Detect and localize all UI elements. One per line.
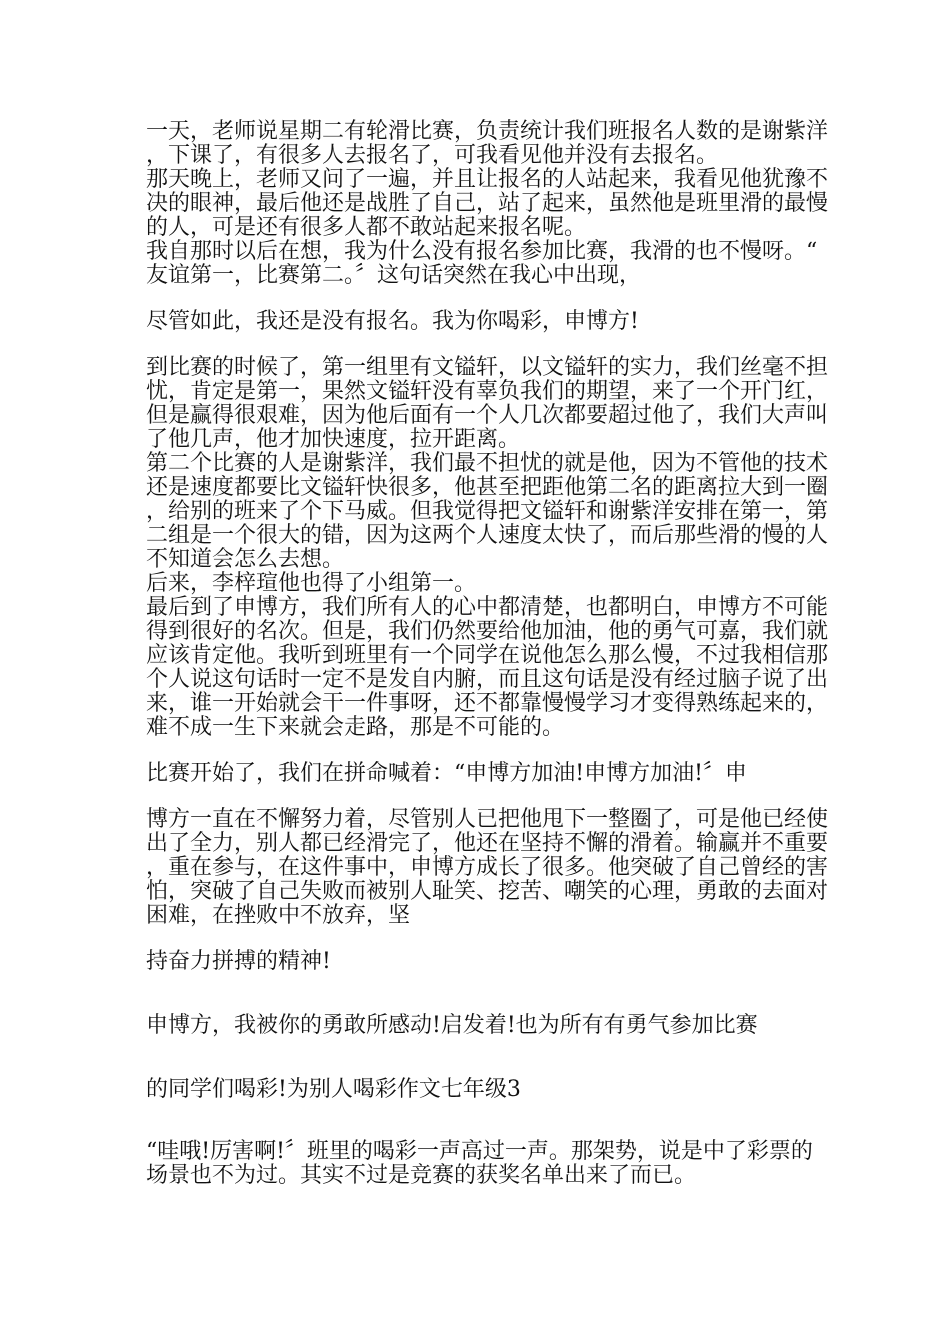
paragraph-10: 博方一直在不懈努力着，尽管别人已把他甩下一整圈了，可是他已经使出了全力，别人都已经滑完了，他还在坚持不懈的滑着。输赢并不重要，重在参与，在这件事中，申博方成长了很多。他突破了自己曾经的害怕，突破了自己失败而被别人耻笑、挖苦、嘲笑的心理，勇敢的去面对困难，在挫败中不放弃，坚 <box>146 807 829 928</box>
paragraph-5: 到比赛的时候了，第一组里有文镒轩，以文镒轩的实力，我们丝毫不担忧，肯定是第一，果然文镒轩没有辜负我们的期望，来了一个开门红，但是赢得很艰难，因为他后面有一个人几次都要超过他了，我们大声叫了他几声，他才加快速度，拉开距离。 <box>146 355 829 452</box>
paragraph-6: 第二个比赛的人是谢紫洋，我们最不担忧的就是他，因为不管他的技术还是速度都要比文镒轩快很多，他甚至把距他第二名的距离拉大到一圈，给别的班来了个下马威。但我觉得把文镒轩和谢紫洋安排在第一，第二组是一个很大的错，因为这两个人速度太快了，而后那些滑的慢的人不知道会怎么去想。 <box>146 451 829 572</box>
paragraph-9: 比赛开始了，我们在拼命喊着：“申博方加油!申博方加油!〞申 <box>146 761 747 786</box>
paragraph-8: 最后到了申博方，我们所有人的心中都清楚，也都明白，申博方不可能得到很好的名次。但是，我们仍然要给他加油，他的勇气可嘉，我们就应该肯定他。我听到班里有一个同学在说他怎么那么慢，不过我相信那个人说这句话时一定不是发自内腑，而且这句话是没有经过脑子说了出来，谁一开始就会干一件事呀，还不都靠慢慢学习才变得熟练起来的，难不成一生下来就会走路，那是不可能的。 <box>146 595 829 740</box>
document-body <box>146 120 830 1188</box>
paragraph-12: 申博方，我被你的勇敢所感动!启发着!也为所有有勇气参加比赛 <box>146 1013 758 1038</box>
paragraph-14: “哇哦!厉害啊!〞班里的喝彩一声高过一声。那架势，说是中了彩票的场景也不为过。其实不过是竞赛的获奖名单出来了而已。 <box>146 1139 813 1188</box>
paragraph-7: 后来，李梓瑄他也得了小组第一。 <box>146 571 477 596</box>
paragraph-11: 持奋力拼搏的精神! <box>146 949 331 974</box>
paragraph-2: 那天晚上，老师又问了一遍，并且让报名的人站起来，我看见他犹豫不决的眼神，最后他还是战胜了自己，站了起来，虽然他是班里滑的最慢的人，可是还有很多人都不敢站起来报名呢。 <box>146 167 829 240</box>
paragraph-13: 的同学们喝彩!为别人喝彩作文七年级3 <box>146 1077 521 1102</box>
paragraph-3: 我自那时以后在想，我为什么没有报名参加比赛，我滑的也不慢呀。“友谊第一，比赛第二。〞这句话突然在我心中出现， <box>146 239 818 288</box>
paragraph-4: 尽管如此，我还是没有报名。我为你喝彩，申博方! <box>146 309 639 334</box>
paragraph-1: 一天，老师说星期二有轮滑比赛，负责统计我们班报名人数的是谢紫洋，下课了，有很多人去报名了，可我看见他并没有去报名。 <box>146 119 829 168</box>
